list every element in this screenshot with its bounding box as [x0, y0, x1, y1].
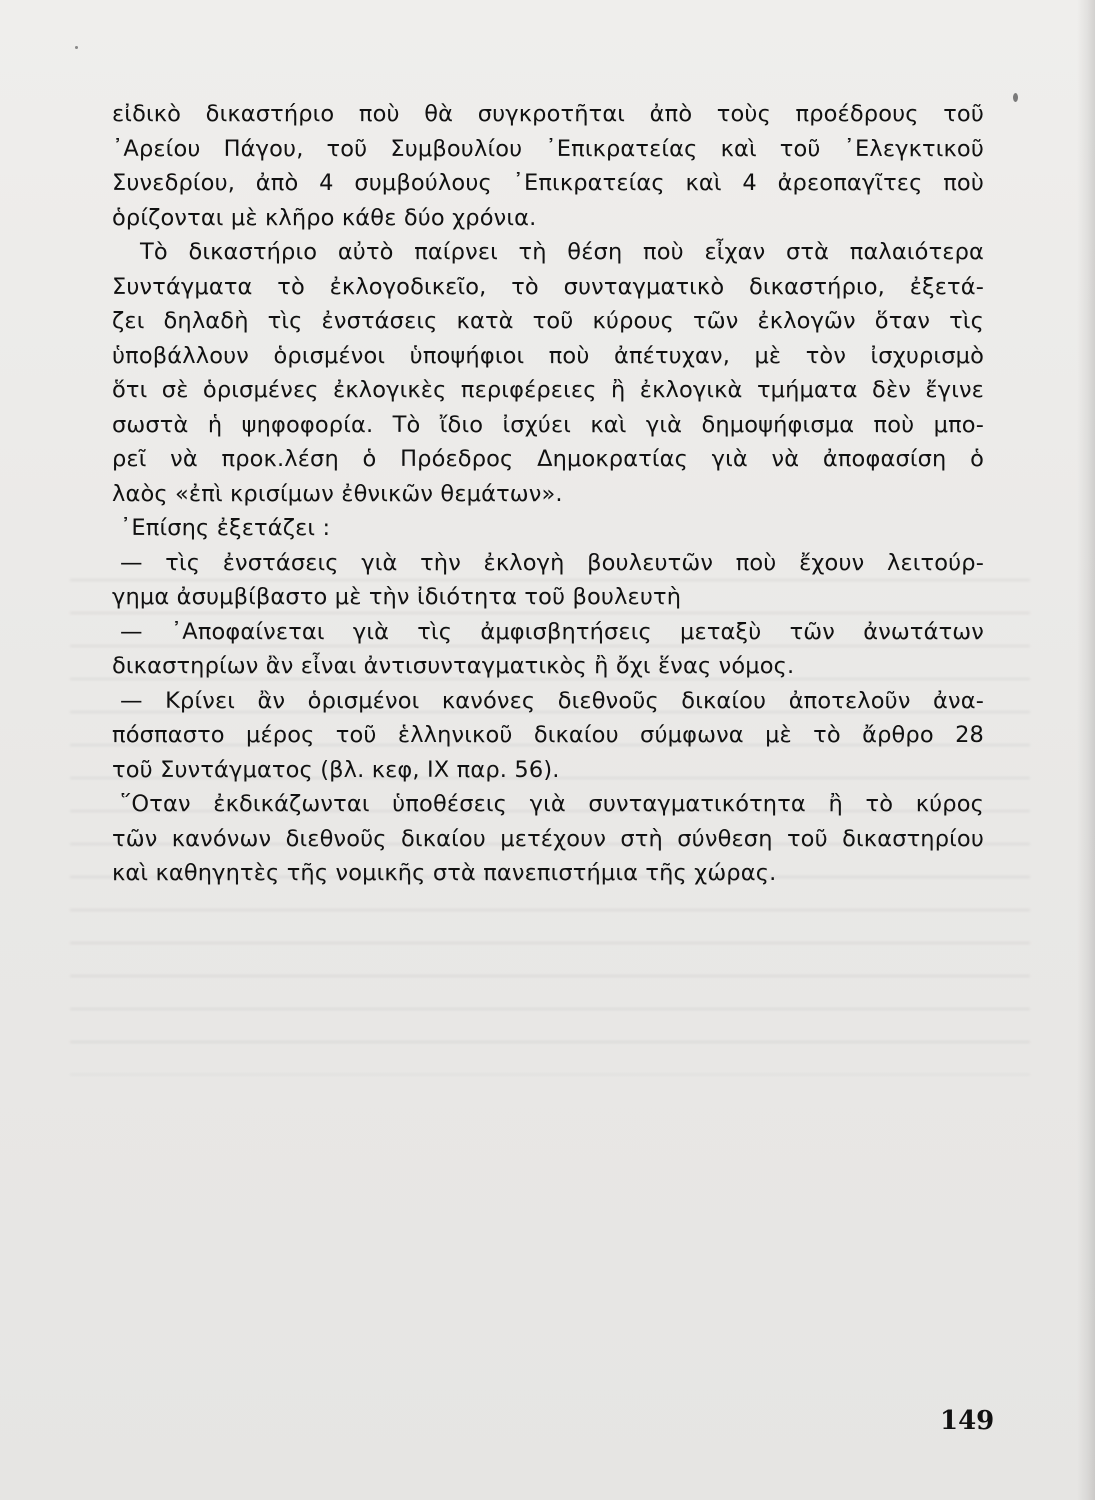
text-line: ᾿Επίσης ἐξετάζει : [120, 515, 331, 541]
text-line: ρεῖ νὰ προκ.λέση ὁ Πρόεδρος Δημοκρατίας γιὰ νὰ ἀποφασίση ὁ [112, 446, 984, 472]
text-line: τοῦ Συντάγματος (βλ. κεφ, ΙΧ παρ. 56). [112, 756, 560, 783]
text-line: ζει δηλαδὴ τὶς ἐνστάσεις κατὰ τοῦ κύρους τῶν ἐκλογῶν ὅταν τὶς [112, 308, 984, 334]
text-line: σωστὰ ἡ ψηφοφορία. Τὸ ἴδιο ἰσχύει καὶ γιὰ δημοψήφισμα ποὺ μπο- [112, 411, 984, 438]
binding-shadow [1077, 0, 1095, 1500]
body-text [112, 97, 984, 891]
text-line: ὑποβάλλουν ὁρισμένοι ὑποψήφιοι ποὺ ἀπέτυχαν, μὲ τὸν ἰσχυρισμὸ [112, 342, 984, 369]
text-line: τῶν κανόνων διεθνοῦς δικαίου μετέχουν στὴ σύνθεση τοῦ δικαστηρίου [112, 825, 984, 852]
text-line: Τὸ δικαστήριο αὐτὸ παίρνει τὴ θέση ποὺ εἶχαν στὰ παλαιότερα [140, 239, 984, 265]
text-line: πόσπαστο μέρος τοῦ ἑλληνικοῦ δικαίου σύμφωνα μὲ τὸ ἄρθρο 28 [112, 722, 984, 748]
text-line: — ᾿Αποφαίνεται γιὰ τὶς ἀμφισβητήσεις μεταξὺ τῶν ἀνωτάτων [120, 618, 984, 645]
text-line: — Κρίνει ἂν ὁρισμένοι κανόνες διεθνοῦς δικαίου ἀποτελοῦν ἀνα- [120, 687, 984, 714]
text-line: ᾿Αρείου Πάγου, τοῦ Συμβουλίου ᾿Επικρατείας καὶ τοῦ ᾿Ελεγκτικοῦ [112, 135, 984, 162]
text-line: ῞Οταν ἐκδικάζωνται ὑποθέσεις γιὰ συνταγματικότητα ἢ τὸ κύρος [120, 791, 984, 817]
scan-dot [75, 46, 78, 49]
text-line: λαὸς «ἐπὶ κρισίμων ἐθνικῶν θεμάτων». [112, 480, 563, 507]
scan-speck [1013, 93, 1018, 102]
text-line: γημα ἀσυμβίβαστο μὲ τὴν ἰδιότητα τοῦ βουλευτὴ [112, 584, 682, 610]
text-line: εἰδικὸ δικαστήριο ποὺ θὰ συγκροτῆται ἀπὸ τοὺς προέδρους τοῦ [112, 101, 984, 127]
text-line: δικαστηρίων ἂν εἶναι ἀντισυνταγματικὸς ἢ ὄχι ἕνας νόμος. [112, 653, 795, 679]
text-line: ὁρίζονται μὲ κλῆρο κάθε δύο χρόνια. [112, 204, 537, 231]
text-line: καὶ καθηγητὲς τῆς νομικῆς στὰ πανεπιστήμια τῆς χώρας. [112, 860, 777, 886]
text-line: Συντάγματα τὸ ἐκλογοδικεῖο, τὸ συνταγματικὸ δικαστήριο, ἐξετά- [112, 273, 984, 300]
text-line: ὅτι σὲ ὁρισμένες ἐκλογικὲς περιφέρειες ἢ ἐκλογικὰ τμήματα δὲν ἔγινε [112, 377, 984, 403]
page-number: 149 [940, 1406, 995, 1436]
text-line: Συνεδρίου, ἀπὸ 4 συμβούλους ᾿Επικρατείας καὶ 4 ἀρεοπαγῖτες ποὺ [112, 170, 984, 196]
text-line: — τὶς ἐνστάσεις γιὰ τὴν ἐκλογὴ βουλευτῶν ποὺ ἔχουν λειτούρ- [120, 549, 984, 576]
